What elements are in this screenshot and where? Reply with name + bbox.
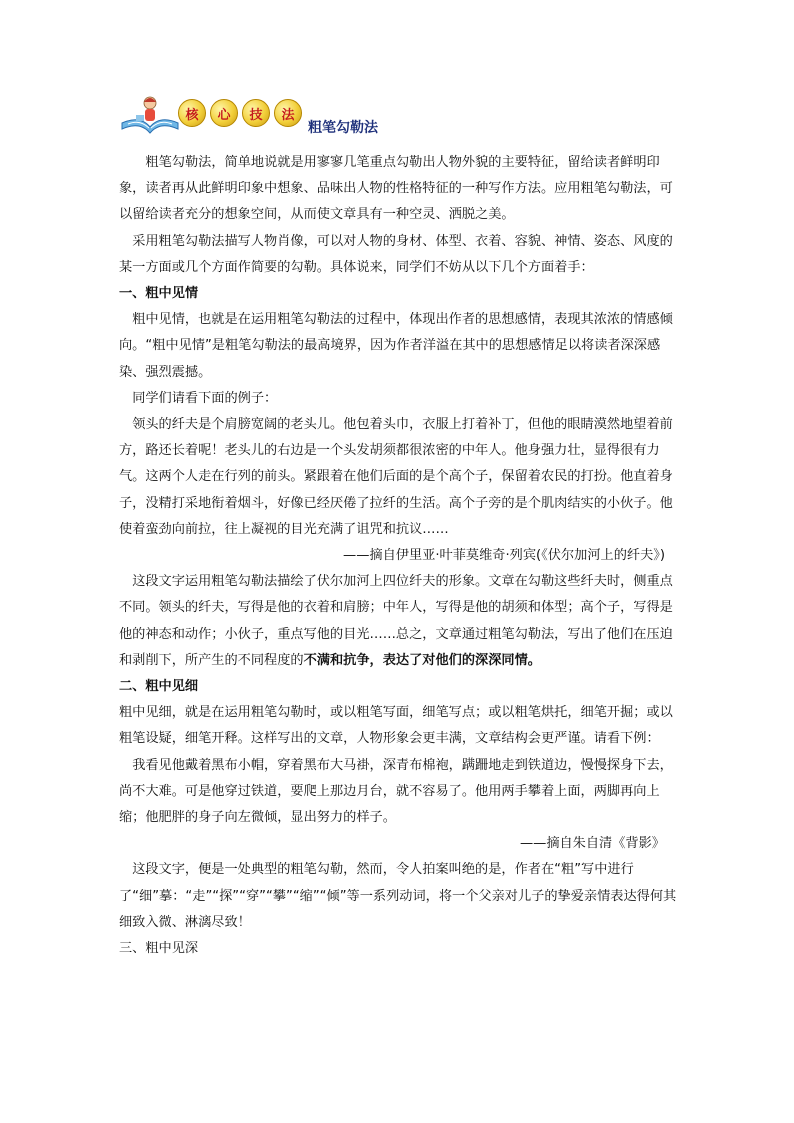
analysis-paragraph	[119, 569, 679, 674]
analysis-text: 这段文字运用粗笔勾勒法描绘了伏尔加河上四位纤夫的形象。文章在勾勒这些纤夫时，侧重点不同。领头的纤夫，写得是他的衣着和肩膀；中年人，写得是他的胡须和体型；高个子，写得是他的神态和动作；小伙子，重点写他的目光……总之，文章通过粗笔勾勒法，写出了他们在压迫和剥削下，所产生的不同程度的	[119, 574, 673, 668]
section-header	[120, 93, 420, 135]
quote-source: ——摘自伊里亚·叶菲莫维奇·列宾(《伏尔加河上的纤夫》)	[343, 548, 665, 564]
badge-char: 核	[178, 99, 206, 127]
body-paragraph: 粗中见细，就是在运用粗笔勾勒时，或以粗笔写面，细笔写点；或以粗笔烘托，细笔开掘；或以粗笔设疑，细笔开释。这样写出的文章，人物形象会更丰满，文章结构会更严谨。请看下例：	[119, 705, 673, 747]
body-paragraph: 同学们请看下面的例子：	[132, 390, 278, 406]
intro-paragraph: 粗笔勾勒法，简单地说就是用寥寥几笔重点勾勒出人物外貌的主要特征，留给读者鲜明印象，读者再从此鲜明印象中想象、品味出人物的性格特征的一种写作方法。应用粗笔勾勒法，可以留给读者充分的想象空间，从而使文章具有一种空灵、洒脱之美。	[119, 155, 673, 223]
badge-char: 法	[274, 99, 302, 127]
analysis-text: “走”“探”“穿”“攀”“缩”“倾”等一系列动词，将一个父亲对儿子的挚爱亲情表达得何其细致入微、淋漓尽致！	[119, 888, 677, 930]
section-title: 粗笔勾勒法	[308, 120, 378, 136]
analysis-paragraph	[119, 857, 679, 936]
example-quote: 我看见他戴着黑布小帽，穿着黑布大马褂，深青布棉袍，蹒跚地走到铁道边，慢慢探身下去，尚不大难。可是他穿过铁道，要爬上那边月台，就不容易了。他用两手攀着上面，两脚再向上缩；他肥胖的身子向左微倾，显出努力的样子。	[119, 757, 673, 826]
subheading-2: 二、粗中见细	[119, 679, 199, 695]
analysis-emphasis: 不满和抗争，表达了对他们的深深同情。	[303, 652, 541, 668]
analysis-text: 这段文字，便是一处典型的粗笔勾勒，然而，令人拍案叫绝的是，作者在“粗”写中进行了“细”摹：	[119, 862, 634, 904]
example-quote: 领头的纤夫是个肩膀宽阔的老头儿。他包着头巾，衣服上打着补丁，但他的眼睛漠然地望着前方，路还长着呢！老头儿的右边是一个头发胡须都很浓密的中年人。他身强力壮，显得很有力气。这两个人走在行列的前头。紧跟着在他们后面的是个高个子，保留着农民的打扮。他直着身子，没精打采地衔着烟斗，好像已经厌倦了拉纤的生活。高个子旁的是个肌肉结实的小伙子。他使着蛮劲向前拉，往上凝视的目光充满了诅咒和抗议……	[119, 417, 673, 537]
article-body	[119, 150, 679, 962]
core-skill-badge	[178, 99, 302, 127]
badge-char: 心	[210, 99, 238, 127]
quote-source: ——摘自朱自清《背影》	[519, 836, 665, 852]
badge-char: 技	[242, 99, 270, 127]
intro-paragraph: 采用粗笔勾勒法描写人物肖像，可以对人物的身材、体型、衣着、容貌、神情、姿态、风度的某一方面或几个方面作简要的勾勒。具体说来，同学们不妨从以下几个方面着手：	[119, 233, 673, 275]
subheading-3: 三、粗中见深	[119, 941, 199, 957]
subheading-1: 一、粗中见情	[119, 286, 199, 302]
body-paragraph: 粗中见情，也就是在运用粗笔勾勒法的过程中，体现出作者的思想感情，表现其浓浓的情感倾向。“粗中见情”是粗笔勾勒法的最高境界，因为作者洋溢在其中的思想感情足以将读者深深感染、强烈震撼。	[119, 312, 673, 380]
reading-child-icon	[120, 93, 180, 135]
